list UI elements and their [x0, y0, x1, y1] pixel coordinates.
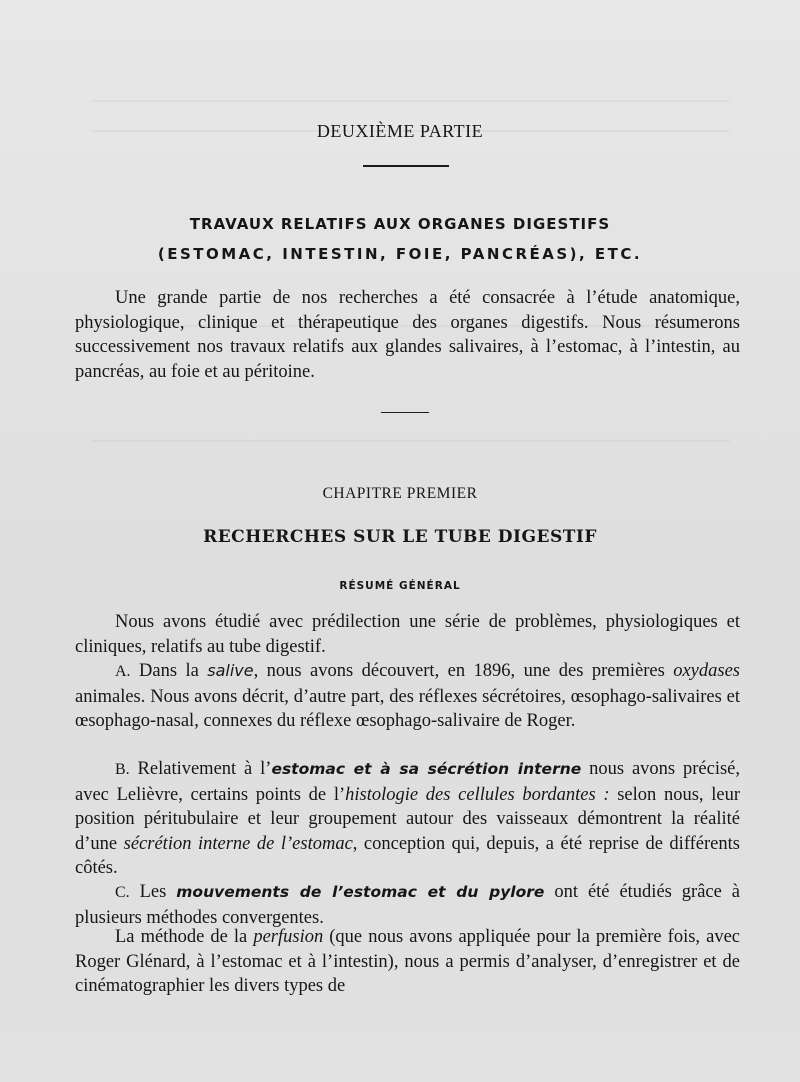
paragraph-text: selon nous, leur position péritubulaire et leur groupement autour des vaisseaux démontrent la réalité d’une	[75, 784, 740, 854]
title-rule	[363, 165, 449, 167]
paragraph-text: nous avons précisé, avec Lelièvre, certains points de l’	[75, 759, 740, 805]
paragraph-text: Dans la	[130, 661, 208, 681]
emphasis-text: oxydases	[673, 661, 741, 681]
intro-paragraph: Une grande partie de nos recherches a été consacrée à l’étude anatomique, physiologique, clinique et thérapeutique des organes digestifs. Nous résumerons successivement nos travaux relatifs aux glandes salivaires, à l’estomac, à l’intestin, au pancréas, au foie et au péritoine.	[75, 288, 740, 382]
paragraph-b-estomac	[75, 757, 740, 881]
paragraph-letter: B.	[115, 761, 130, 778]
paragraph-text: , conception qui, depuis, a été reprise de différents côtés.	[75, 833, 740, 878]
section-rule	[381, 412, 429, 413]
paragraph-text: animales. Nous avons décrit, d’autre part, des réflexes sécrétoires, œsophago-salivaires et œsophago-nasal, connexes du réflexe œsophago-salivaire de Roger.	[75, 686, 740, 731]
emphasis-text: histologie des cellules bordantes :	[345, 784, 610, 805]
paragraph-letter: C.	[115, 884, 130, 901]
chapter-label: CHAPITRE PREMIER	[322, 485, 478, 502]
paragraph-text: Les	[129, 882, 177, 902]
emphasis-text: estomac et à sa sécrétion interne	[271, 760, 582, 778]
emphasis-text: mouvements de l’estomac et du pylore	[176, 883, 545, 901]
paragraph-overview: Nous avons étudié avec prédilection une série de problèmes, physiologiques et cliniques, relatifs au tube digestif.	[75, 612, 740, 657]
emphasis-text: salive	[207, 661, 254, 680]
paragraph-text: ont été étudiés grâce à plusieurs méthodes convergentes.	[75, 882, 741, 928]
section-title-line-2: (ESTOMAC, INTESTIN, FOIE, PANCRÉAS), ETC.	[157, 245, 643, 263]
paragraph-text: Relativement à l’	[129, 759, 272, 779]
section-title-line-1: TRAVAUX RELATIFS AUX ORGANES DIGESTIFS	[189, 215, 611, 233]
summary-label: RÉSUMÉ GÉNÉRAL	[339, 580, 461, 592]
paragraph-text: (que nous avons appliquée pour la première fois, avec Roger Glénard, à l’estomac et à l’intestin), nous a permis d’analyser, d’enregistrer et de cinématographier les divers types de	[75, 927, 740, 996]
show-through-mark	[90, 100, 730, 102]
paragraph-text: , nous avons découvert, en 1896, une des premières	[253, 661, 674, 681]
part-title: DEUXIÈME PARTIE	[316, 121, 484, 141]
show-through-mark	[90, 440, 730, 442]
paragraph-text: La méthode de la	[115, 927, 254, 947]
paragraph-a-salive	[75, 659, 740, 734]
emphasis-text: sécrétion interne de l’estomac	[123, 833, 353, 854]
paragraph-perfusion	[75, 925, 740, 999]
paragraph-c-mouvements	[75, 880, 740, 930]
chapter-title: RECHERCHES SUR LE TUBE DIGESTIF	[203, 527, 597, 547]
emphasis-text: perfusion	[253, 927, 324, 947]
paragraph-letter: A.	[115, 663, 131, 680]
